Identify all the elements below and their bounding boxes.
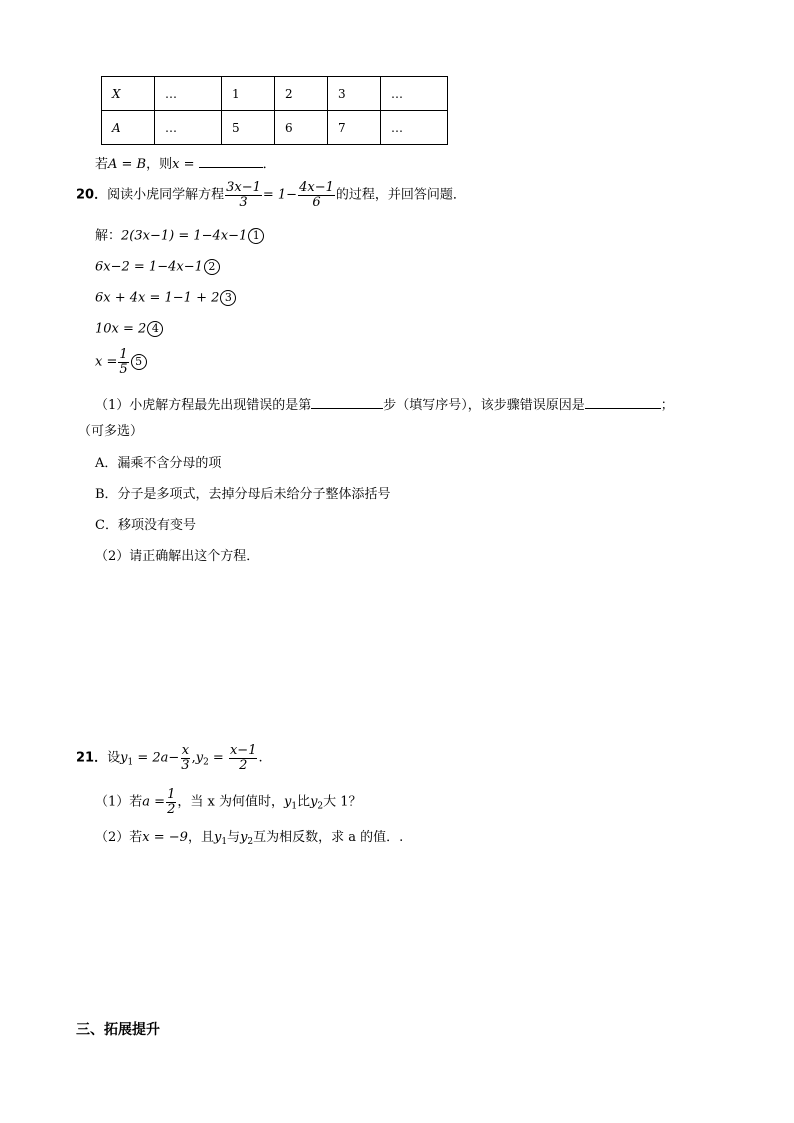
text: 步（填写序号），该步骤错误原因是	[383, 398, 585, 413]
q20-stem	[76, 181, 466, 209]
denominator: 2	[239, 757, 248, 773]
denominator: 5	[119, 361, 128, 377]
text: ，当 x 为何值时，	[177, 794, 284, 810]
answer-blank[interactable]	[585, 396, 661, 409]
fraction	[118, 348, 128, 376]
denominator: 3	[181, 757, 190, 773]
option-a: A．漏乘不含分母的项	[95, 456, 222, 471]
table-row	[102, 111, 448, 145]
ab-condition-line	[95, 155, 276, 171]
numerator: 3x−1	[226, 180, 261, 195]
table-cell: …	[381, 111, 448, 145]
subscript: 1	[291, 801, 298, 812]
step-mark: 1	[248, 228, 264, 244]
step-mark: 5	[131, 354, 147, 370]
math: x =	[95, 354, 118, 370]
question-number: 21．	[76, 750, 108, 766]
xa-table	[101, 76, 448, 145]
table-cell: 6	[275, 111, 328, 145]
q21-sub2	[95, 831, 403, 847]
solution-step-5	[95, 348, 147, 376]
numerator: 1	[119, 347, 128, 362]
math: x = −9	[142, 830, 188, 845]
text: 比	[297, 794, 311, 810]
text: ．	[262, 157, 276, 172]
question-number: 20．	[76, 187, 108, 203]
section-heading: 三、拓展提升	[76, 1022, 160, 1038]
table-cell: 2	[275, 77, 328, 111]
q21-stem	[76, 744, 263, 772]
text: ；	[660, 398, 674, 413]
solution-step-2	[95, 259, 220, 275]
text: 互为相反数，求 a 的值．.	[253, 830, 404, 845]
numerator: x	[181, 743, 190, 758]
math: 6x + 4x = 1−1 + 2	[95, 290, 220, 306]
math: 10x = 2	[95, 321, 147, 337]
table-cell: 5	[222, 111, 275, 145]
math: 6x−2 = 1−4x−1	[95, 259, 203, 275]
option-c: C．移项没有变号	[95, 518, 196, 533]
step-mark: 4	[147, 321, 163, 337]
option-b: B．分子是多项式，去掉分母后未给分子整体添括号	[95, 487, 391, 502]
answer-blank[interactable]	[311, 396, 383, 409]
step-mark: 2	[204, 259, 220, 275]
q20-sub1	[95, 396, 674, 412]
multi-select-note: （可多选）	[78, 424, 144, 439]
math: 2(3x−1) = 1−4x−1	[121, 228, 248, 244]
solution-step-3	[95, 290, 236, 306]
subscript: 2	[203, 757, 209, 768]
table-cell: A	[102, 111, 155, 145]
subscript: 1	[221, 837, 228, 847]
math: = 1−	[262, 187, 298, 203]
math: y	[195, 750, 204, 766]
subscript: 2	[247, 837, 254, 847]
numerator: 4x−1	[299, 180, 334, 195]
text: 阅读小虎同学解方程	[107, 187, 225, 203]
text: ，且	[187, 830, 214, 845]
table-row	[102, 77, 448, 111]
math: a =	[142, 794, 166, 810]
text: .	[258, 750, 263, 766]
table-cell: …	[155, 77, 222, 111]
subscript: 1	[127, 757, 134, 768]
math: y	[120, 750, 128, 766]
text: 与	[227, 830, 241, 845]
answer-blank[interactable]	[199, 155, 263, 168]
denominator: 2	[167, 801, 176, 817]
fraction	[180, 744, 190, 772]
text: （1）若	[95, 794, 143, 810]
text: （1）小虎解方程最先出现错误的是第	[95, 398, 312, 413]
math: A = B	[108, 157, 147, 172]
fraction	[166, 788, 176, 816]
q21-sub1	[95, 788, 362, 816]
denominator: 3	[239, 194, 248, 210]
text: ,	[191, 750, 196, 766]
numerator: x−1	[229, 743, 257, 758]
denominator: 6	[312, 194, 321, 210]
subscript: 2	[317, 801, 324, 812]
math: y	[213, 830, 222, 845]
math: x =	[172, 157, 199, 172]
q20-sub2: （2）请正确解出这个方程．	[95, 549, 260, 564]
text: 设	[107, 750, 121, 766]
math: =	[208, 750, 228, 766]
solution-step-4	[95, 321, 163, 337]
step-mark: 3	[220, 290, 236, 306]
math: y	[283, 794, 292, 810]
text: 大 1？	[323, 794, 362, 810]
solve-label: 解：	[95, 228, 122, 244]
solution-step-1	[95, 228, 264, 244]
text: （2）若	[95, 830, 143, 845]
table-cell: X	[102, 77, 155, 111]
fraction	[225, 181, 262, 209]
fraction	[229, 744, 258, 772]
math: y	[310, 794, 318, 810]
table-cell: …	[381, 77, 448, 111]
math: = 2a−	[133, 750, 180, 766]
text: 若	[95, 157, 109, 172]
fraction	[298, 181, 335, 209]
text: 的过程，并回答问题．	[335, 187, 466, 203]
table-cell: 3	[328, 77, 381, 111]
table-cell: 1	[222, 77, 275, 111]
table-cell: 7	[328, 111, 381, 145]
text: ，则	[146, 157, 173, 172]
math: y	[240, 830, 248, 845]
numerator: 1	[167, 787, 176, 802]
table-cell: …	[155, 111, 222, 145]
